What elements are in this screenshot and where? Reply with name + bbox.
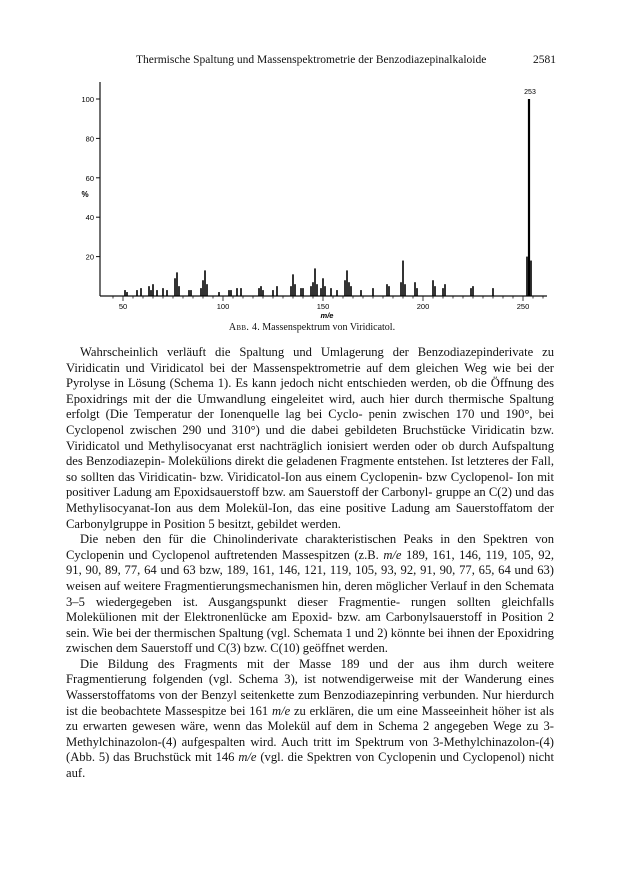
x-axis-label: m/e (320, 311, 334, 320)
y-tick-label: 20 (85, 252, 94, 262)
figure-caption (0, 322, 624, 333)
text-line: ob die Öffnung des Epoxidrings mit der die Umwandlung eingeleitet wird, auch hier (66, 376, 554, 406)
text-line: gebildeten Bruchstücke Viridicatin bzw. Viridicatol und Methylisocyanat erst (66, 422, 554, 453)
text-line: sollten das Viridicatin- bzw. Viridicatol-Ion aus einem Cyclopenin- bzw Cyclopenol- (80, 469, 514, 484)
text-line: Molekülions direkt die geladenen Fragmente entstehen. Ist letzteres der Fall, so (66, 454, 554, 484)
text-line: gruppe an C(2) und das Methylisocyanat-Ion aus dem Molekül-Ion, das eine positive (66, 485, 555, 515)
text-line: eines Wasserstoffatoms von der Benzyl seitenkette zum Benzodiazepinring verbunden. (66, 672, 554, 703)
y-tick-label: 60 (85, 173, 94, 183)
text-line: Die neben den für die Chinolinderivate charakteristischen Peaks in den Spektren (80, 532, 528, 547)
text-line: zu Viridicatin und Viridicatol bei der Massenspektrometrie auf dem gleichen Weg (66, 345, 554, 375)
text-line: penin zwischen 170 und 190°, bei Cyclopenol zwischen 290 und 310°) und die dabei (66, 407, 554, 437)
text-line: Ladung am Sauerstoffatom der Carbonylgruppe in Position 5 besitzt, gebildet werden. (66, 500, 554, 531)
text-line: rungen sollten gleichfalls Molekülionen mit der Elektronenlücke am Epoxid- bzw. (66, 594, 554, 625)
text-line: Wahrscheinlich verläuft die Spaltung und Umlagerung der Benzodiazepinderivate (80, 345, 534, 359)
text-line: Schemata 1 und 2) könnte bei ihnen der Epoxidring zwischen dem Sauerstoff und (66, 625, 554, 656)
body-text (66, 345, 554, 782)
text-line: wie bei der Pyrolyse in Lösung (Schema 1). Es kann jedoch nicht entschieden werden, (66, 360, 554, 391)
paragraph-2 (66, 532, 554, 657)
text-line: 119, 105, 92, 91, 90, 89, 77, 64 und 63 bzw, 189, 161, 146, 121, 119, 105, 93, 92, 91, 90, 77, (66, 547, 555, 578)
page-number: 2581 (533, 54, 556, 66)
x-tick-label: 100 (216, 302, 230, 311)
text-line: am Carbonylsauerstoff in Position 2 sein. Wie bei der thermischen Spaltung (vgl. (66, 610, 554, 640)
x-tick-label: 50 (118, 302, 128, 311)
y-axis-label: % (81, 190, 89, 199)
text-line: durch thermische Spaltung erfolgt (Die Temperatur der Ionenquelle lag bei Cyclo- (66, 391, 554, 422)
text-line: Die Bildung des Fragments mit der Masse 189 und der aus ihm durch weitere (80, 656, 554, 671)
peak-label: 253 (524, 89, 536, 96)
running-title: Thermische Spaltung und Massenspektrometrie der Benzodiazepinalkaloide (136, 54, 487, 66)
figure-label: Abb. 4 (228, 322, 258, 333)
paragraph-3 (66, 657, 554, 782)
text-line: Fragmentierung folgenden (vgl. Schema 3), ist notwendigerweise mit der Wanderung (66, 672, 523, 687)
y-tick-label: 40 (85, 213, 94, 223)
text-line: Verlauf in den Schemata 3–5 wiedergegeben ist. Ausgangspunkt dieser Fragmentie- (66, 578, 554, 609)
x-tick-label: 200 (416, 302, 430, 311)
x-tick-label: 150 (316, 302, 330, 311)
figure-caption-separator: . (257, 322, 263, 333)
y-tick-label: 100 (81, 95, 94, 104)
text-line: Ion mit positiver Ladung am Epoxidsauerstoff bzw. am Sauerstoff der Carbonyl- (66, 469, 554, 500)
text-line: die Spektren von Cyclopenin und Cyclopenol) nicht auf. (66, 750, 554, 781)
text-line: nachträglich ionisiert werden oder ob durch Aufspaltung des Benzodiazepin- (66, 438, 554, 469)
text-line: Schema 2 angegeben Wege zu 3-Methylchinazolon-(4) aufgespalten wird. Auch tritt (66, 719, 554, 749)
text-line: Masseeinheit höher ist als zu erwarten gewesen wäre, wenn das Molekül auf dem in (66, 703, 554, 734)
text-line: C(3) bzw. C(10) geöffnet werden. (217, 641, 388, 656)
text-line: 65, 64 und 63) weisen auf weitere Fragmentierungsmechanismen hin, deren möglicher (66, 563, 554, 593)
mass-spectrum-chart (0, 0, 624, 325)
text-line: Nur hierdurch ist die beobachtete Massespitze bei 161 m/e zu erklären, die um eine (66, 688, 554, 718)
x-tick-label: 250 (516, 302, 530, 311)
text-line: im Spektrum von 3-Methylchinazolon-(4) (Abb. 5) das Bruchstück mit 146 m/e (vgl. (66, 734, 555, 765)
y-tick-label: 80 (85, 134, 94, 144)
text-line: von Cyclopenin und Cyclopenol auftretenden Massespitzen (z.B. m/e 189, 161, 146, (66, 532, 554, 562)
paragraph-1 (66, 345, 554, 532)
figure-caption-text: Massenspektrum von Viridicatol. (262, 322, 396, 333)
